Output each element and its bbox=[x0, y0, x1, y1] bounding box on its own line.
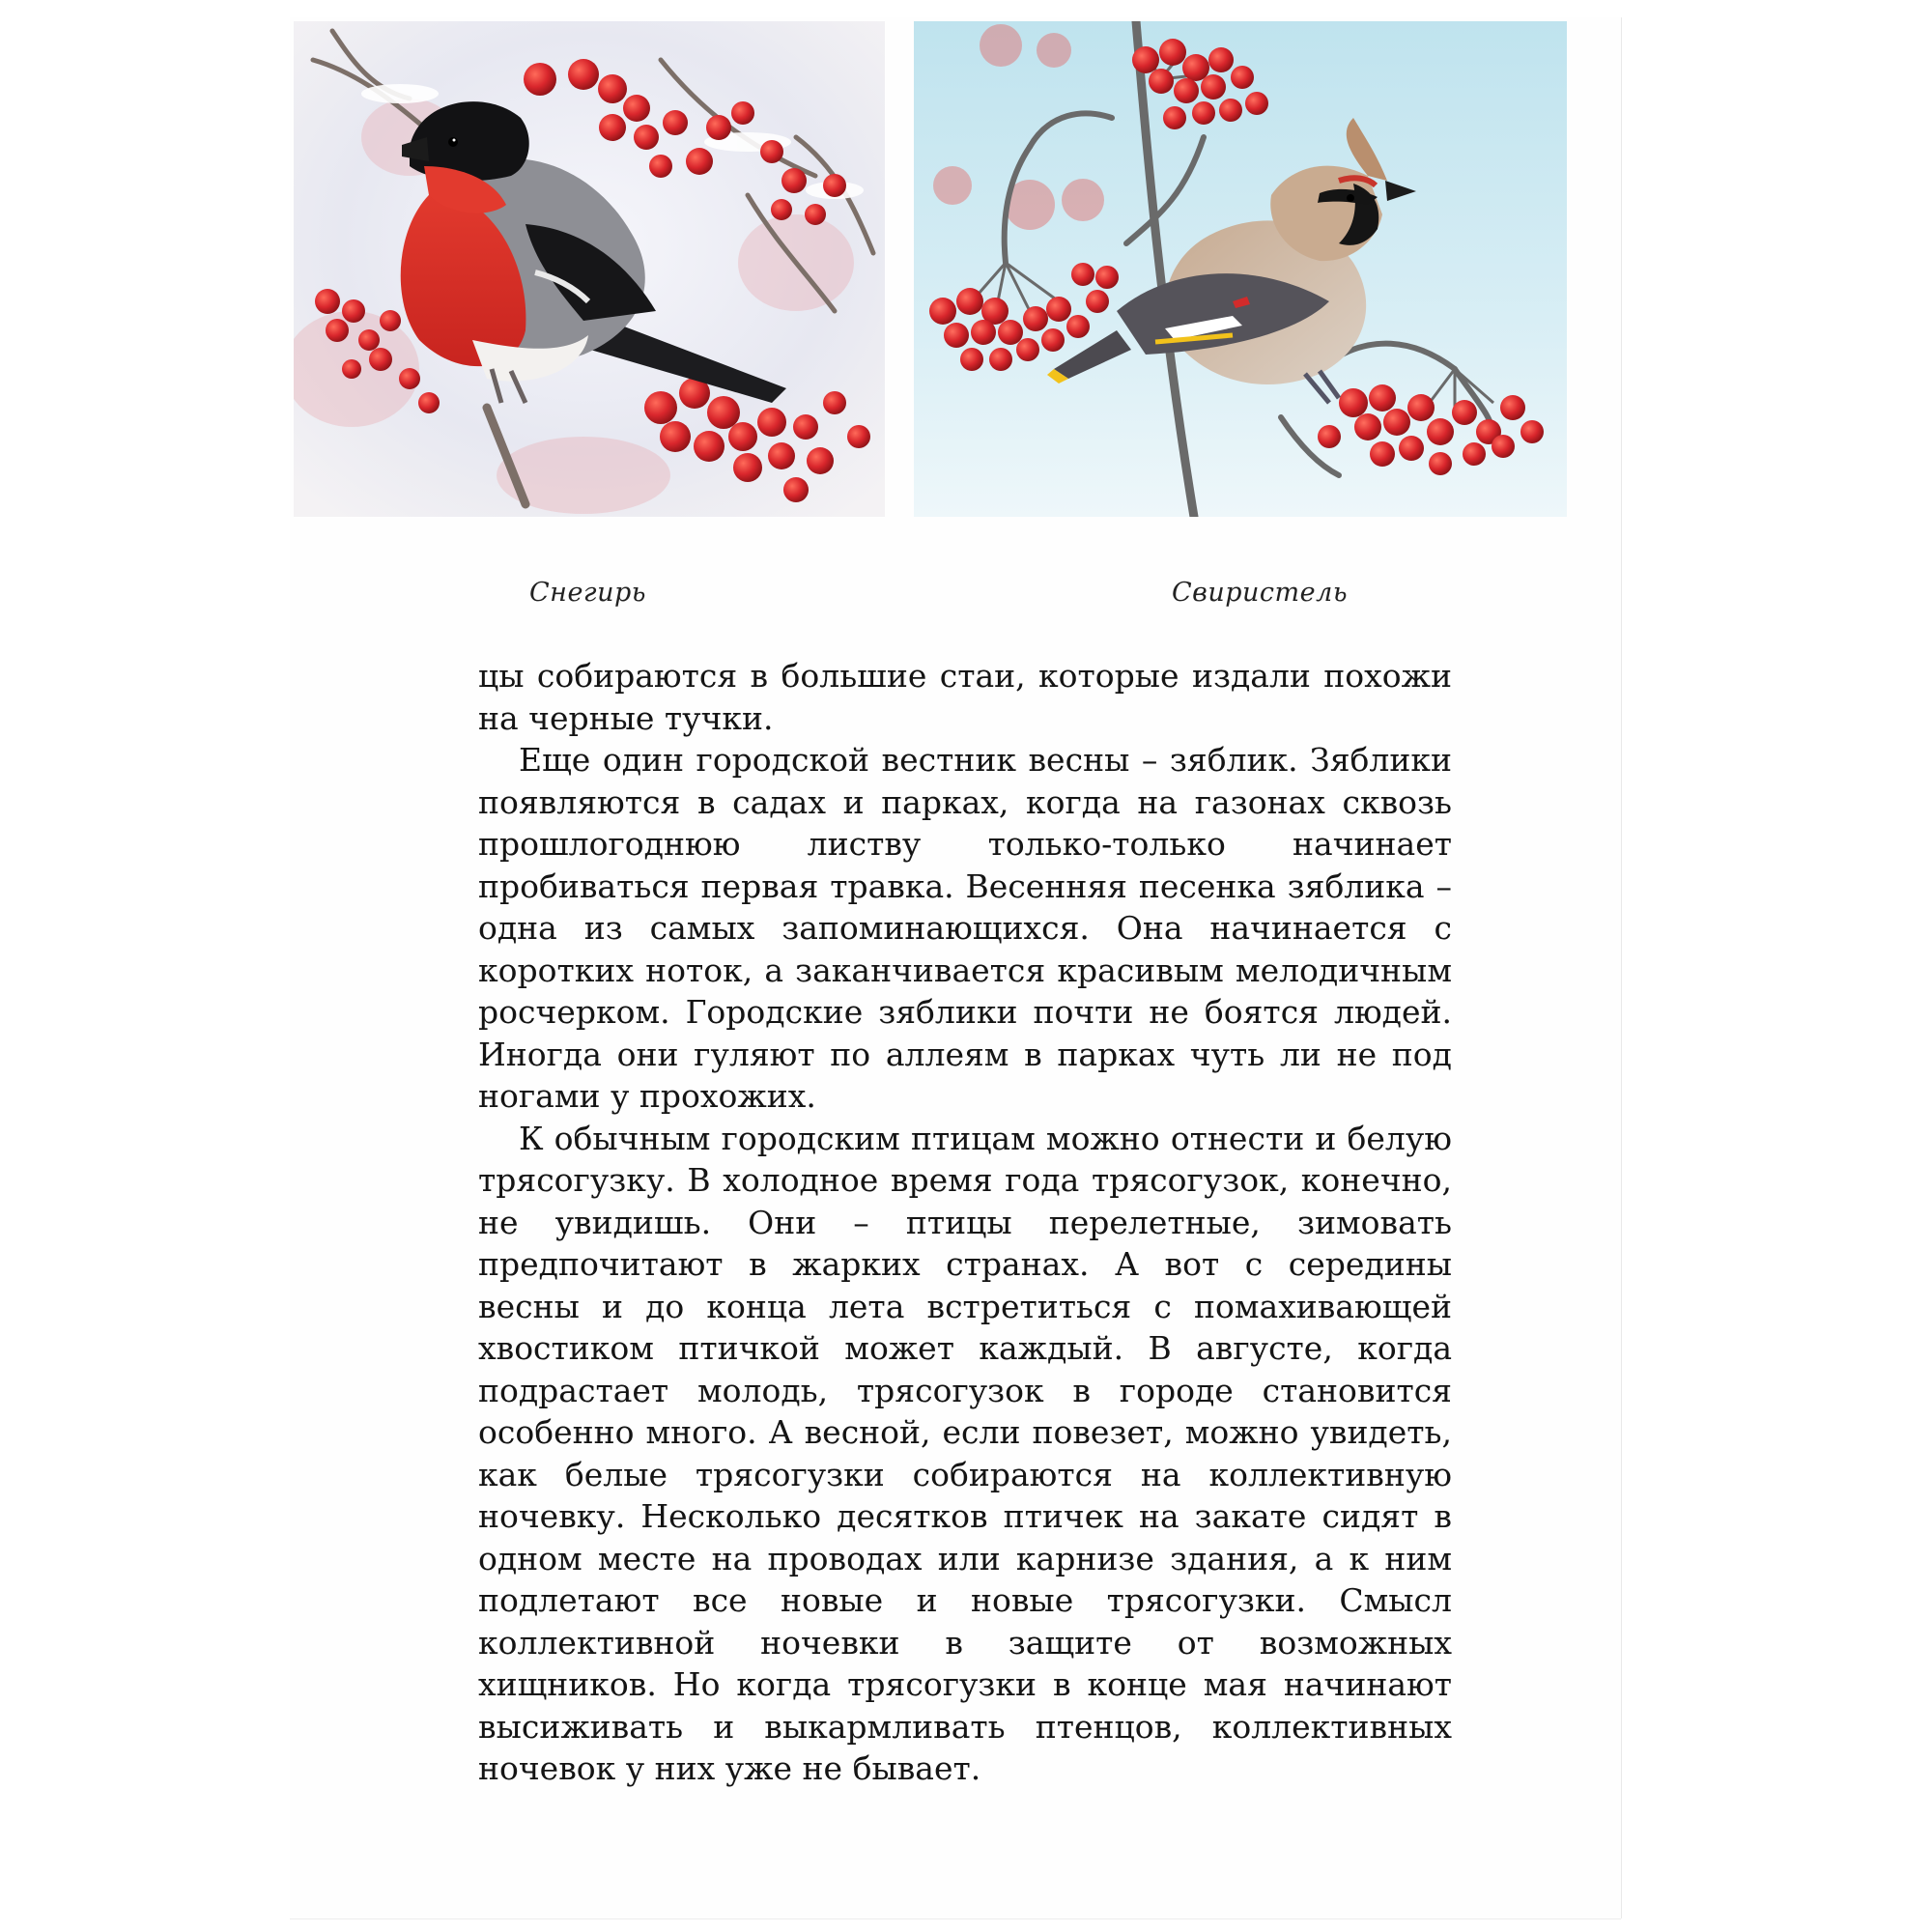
paragraph-continuation: цы собираются в большие стаи, которые издали похожи на черные тучки. bbox=[478, 657, 1452, 737]
caption-waxwing: Свиристель bbox=[1172, 578, 1349, 608]
bullfinch-illustration bbox=[294, 21, 885, 517]
waxwing-on-rowan-branch-icon bbox=[914, 21, 1567, 517]
paragraph-wagtail: К обычным городским птицам можно отнести и белую трясогузку. В холодное время года трясогузок, конечно, не увидишь. Они – птицы перелетные, зимовать предпочитают в жарких странах. А вот с середины весны и до конца лета встретиться с помахивающей хвостиком птичкой может каждый. В августе, когда подрастает молодь, трясогузок в городе становится особенно много. А весной, если повезет, можно увидеть, как белые трясогузки собираются на коллективную ночевку. Несколько десятков птичек на закате сидят в одном месте на проводах или карнизе здания, а к ним подлетают все новые и новые трясогузки. Смысл коллективной ночевки в защите от возможных хищников. Но когда трясогузки в конце мая начинают высиживать и выкармливать птенцов, коллективных ночевок у них уже не бывает. bbox=[478, 1119, 1452, 1787]
paragraph-chaffinch: Еще один городской вестник весны – зяблик. Зяблики появляются в садах и парках, когда на газонах сквозь прошлогоднюю листву только-только начинает пробиваться первая травка. Весенняя песенка зяблика – одна из самых запоминающихся. Она начинается с коротких ноток, а заканчивается красивым мелодичным росчерком. Городские зяблики почти не боятся людей. Иногда они гуляют по аллеям в парках чуть ли не под ногами у прохожих. bbox=[478, 741, 1452, 1115]
caption-bullfinch: Снегирь bbox=[529, 578, 646, 608]
bullfinch-on-rowan-branch-icon bbox=[294, 21, 885, 517]
body-text bbox=[478, 655, 1452, 1790]
waxwing-illustration bbox=[914, 21, 1567, 517]
